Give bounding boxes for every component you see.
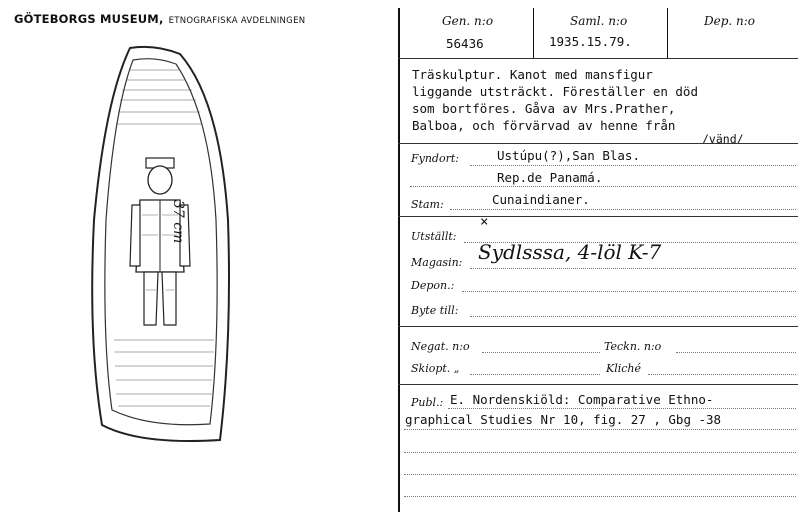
negat-no-label: Negat. n:o [411, 340, 470, 353]
column-divider-2 [667, 8, 668, 58]
magasin-label: Magasin: [411, 256, 463, 269]
gen-no-label: Gen. n:o [442, 14, 494, 28]
depon-label: Depon.: [411, 279, 455, 292]
card-left-border [398, 8, 400, 512]
fyndort-value-1: Ustúpu(?),San Blas. [497, 148, 640, 163]
gen-no-value: 56436 [446, 36, 484, 51]
skiopt-label: Skiopt. „ [411, 362, 460, 375]
description-line-1: Träskulptur. Kanot med mansfigur [412, 67, 653, 82]
header-rule [398, 58, 798, 59]
stam-label: Stam: [411, 198, 444, 211]
canoe-sculpture-drawing [70, 40, 240, 450]
column-divider-1 [533, 8, 534, 58]
museum-name: GÖTEBORGS MUSEUM, [14, 12, 164, 26]
teckn-no-label: Teckn. n:o [604, 340, 662, 353]
size-annotation: 37 cm [170, 200, 186, 244]
fyndort-label: Fyndort: [411, 152, 459, 165]
fyndort-value-2: Rep.de Panamá. [497, 170, 603, 185]
description-rule [398, 143, 798, 144]
department-name: ETNOGRAFISKA AVDELNINGEN [168, 16, 306, 26]
publ-value-2: graphical Studies Nr 10, fig. 27 , Gbg -38 [405, 412, 722, 427]
saml-no-label: Saml. n:o [570, 14, 628, 28]
publ-label: Publ.: [411, 396, 444, 409]
byte-till-label: Byte till: [411, 304, 459, 317]
saml-no-value: 1935.15.79. [549, 34, 632, 49]
dep-no-label: Dep. n:o [704, 14, 756, 28]
magasin-value: Sydlsssa, 4-löl K-7 [478, 240, 662, 264]
description-line-4: Balboa, och förvärvad av henne från [412, 118, 676, 133]
description-line-3: som bortföres. Gåva av Mrs.Prather, [412, 101, 676, 116]
description-block [412, 66, 698, 134]
description-line-2: liggande utsträckt. Föreställer en död [412, 84, 698, 99]
publ-value-1: E. Nordenskiöld: Comparative Ethno- [450, 392, 714, 407]
stam-value: Cunaindianer. [492, 192, 590, 207]
utstallt-label: Utställt: [411, 230, 457, 243]
turn-over-note: /vänd/ [702, 132, 744, 146]
museum-header [14, 8, 305, 27]
cliche-label: Kliché [606, 362, 642, 375]
utstallt-mark: × [480, 214, 489, 230]
